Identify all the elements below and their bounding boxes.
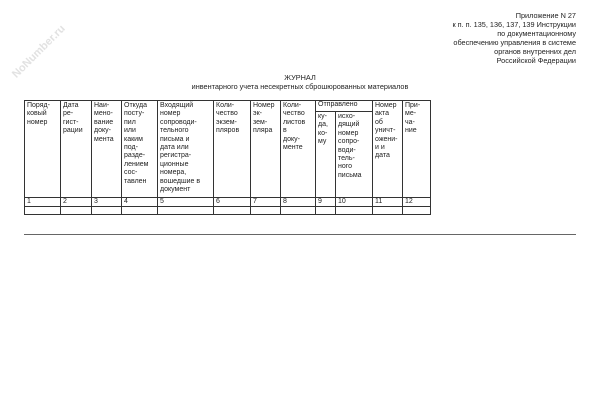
empty-cell bbox=[92, 207, 122, 215]
appendix-line: органов внутренних дел bbox=[494, 47, 576, 56]
header-cell-sent: Отправлено bbox=[316, 101, 373, 112]
header-cell-outgoing-number: исхо- дящий номер сопро- води- тель- ного письма bbox=[336, 112, 373, 198]
watermark: NoNumber.ru bbox=[10, 22, 68, 81]
empty-row bbox=[25, 207, 431, 215]
document-subtitle: инвентарного учета несекретных сброшюрованных материалов bbox=[191, 82, 409, 91]
empty-cell bbox=[336, 207, 373, 215]
header-cell: Дата ре- гист- рации bbox=[61, 101, 92, 198]
header-cell: При- ме- ча- ние bbox=[403, 101, 431, 198]
appendix-note bbox=[452, 11, 576, 65]
appendix-line: Приложение N 27 bbox=[515, 11, 576, 20]
column-number: 4 bbox=[122, 198, 158, 207]
column-numbers-row bbox=[25, 198, 431, 207]
header-cell: Номер эк- зем- пляра bbox=[251, 101, 281, 198]
empty-cell bbox=[158, 207, 214, 215]
header-cell: Поряд- ковый номер bbox=[25, 101, 61, 198]
document-title-block bbox=[0, 73, 600, 91]
empty-cell bbox=[251, 207, 281, 215]
column-number: 12 bbox=[403, 198, 431, 207]
empty-cell bbox=[316, 207, 336, 215]
column-number: 5 bbox=[158, 198, 214, 207]
column-number: 1 bbox=[25, 198, 61, 207]
empty-cell bbox=[214, 207, 251, 215]
empty-cell bbox=[25, 207, 61, 215]
header-cell: Наи- мено- вание доку- мента bbox=[92, 101, 122, 198]
header-cell: Коли- чество листов в доку- менте bbox=[281, 101, 316, 198]
column-number: 11 bbox=[373, 198, 403, 207]
journal-table bbox=[24, 100, 431, 215]
column-number: 2 bbox=[61, 198, 92, 207]
column-number: 8 bbox=[281, 198, 316, 207]
empty-cell bbox=[373, 207, 403, 215]
header-cell: Входящий номер сопроводи- тельного письма и дата или регистра- ционные номера, вошедшие в документ bbox=[158, 101, 214, 198]
column-number: 7 bbox=[251, 198, 281, 207]
empty-cell bbox=[403, 207, 431, 215]
page-divider bbox=[24, 234, 576, 235]
header-cell-to-whom: ку- да, ко- му bbox=[316, 112, 336, 198]
column-number: 10 bbox=[336, 198, 373, 207]
header-cell: Откуда посту- пил или каким под- разде- лением сос- тавлен bbox=[122, 101, 158, 198]
column-number: 3 bbox=[92, 198, 122, 207]
column-number: 6 bbox=[214, 198, 251, 207]
document-title: ЖУРНАЛ bbox=[284, 73, 316, 82]
appendix-line: Российской Федерации bbox=[496, 56, 576, 65]
appendix-line: по документационному bbox=[497, 29, 576, 38]
header-cell: Коли- чество экзем- пляров bbox=[214, 101, 251, 198]
column-number: 9 bbox=[316, 198, 336, 207]
appendix-line: обеспечению управления в системе bbox=[453, 38, 576, 47]
empty-cell bbox=[122, 207, 158, 215]
header-cell: Номер акта об уничт- ожени- и и дата bbox=[373, 101, 403, 198]
empty-cell bbox=[281, 207, 316, 215]
appendix-line: к п. п. 135, 136, 137, 139 Инструкции bbox=[452, 20, 576, 29]
empty-cell bbox=[61, 207, 92, 215]
